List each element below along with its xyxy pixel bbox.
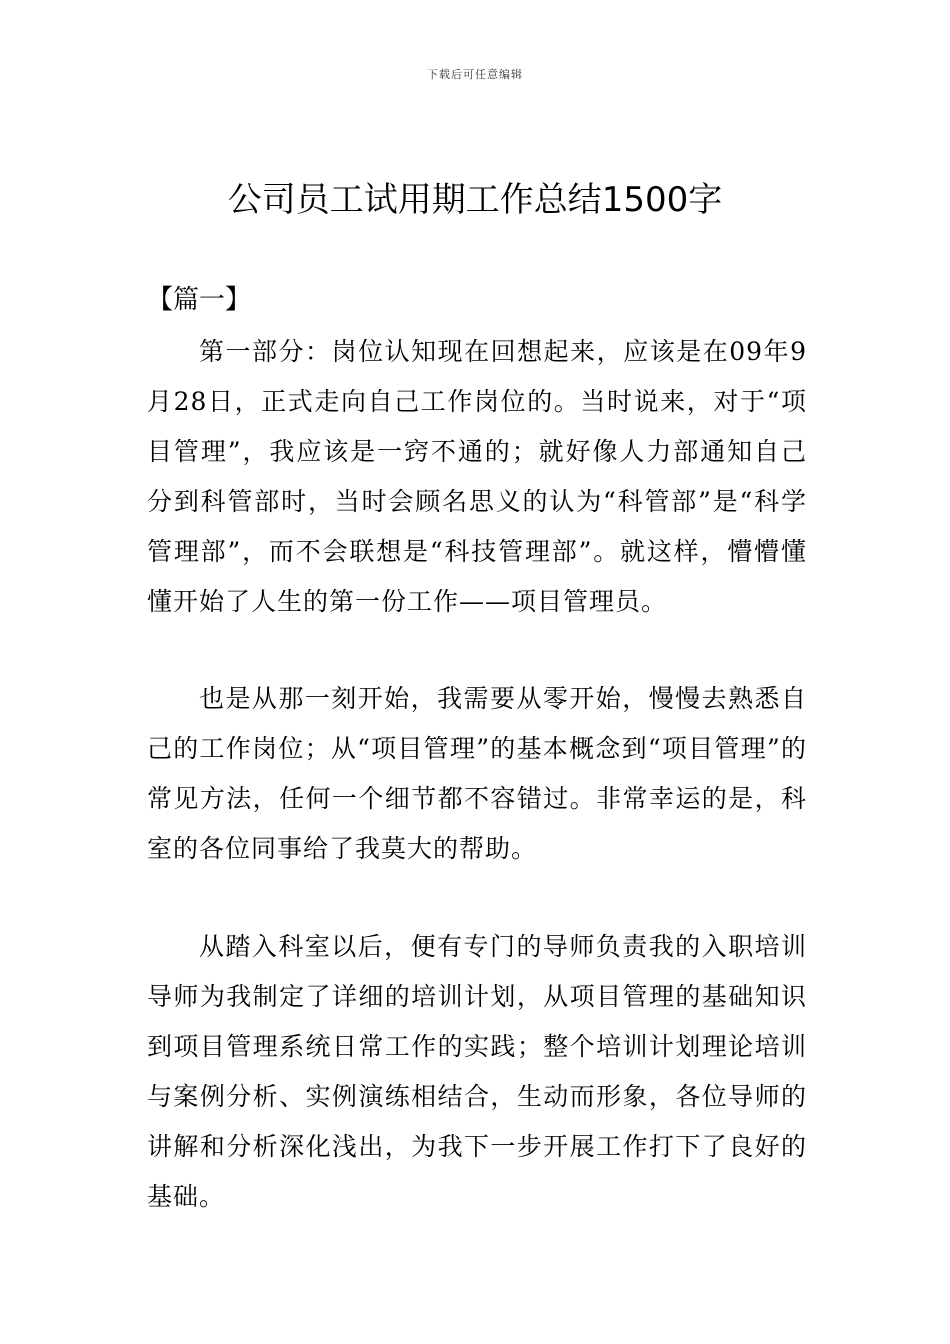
document-title: 公司员工试用期工作总结1500字 bbox=[227, 180, 723, 220]
paragraph-2: 也是从那一刻开始，我需要从零开始，慢慢去熟悉自己的工作岗位；从“项目管理”的基本概念到“项目管理”的常见方法，任何一个细节都不容错过。非常幸运的是，科室的各位同事给了我莫大的帮助。 bbox=[147, 684, 807, 863]
paragraph-1: 第一部分：岗位认知现在回想起来，应该是在09年9月28日，正式走向自己工作岗位的。当时说来，对于“项目管理”，我应该是一窍不通的；就好像人力部通知自己分到科管部时，当时会顾名思义的认为“科管部”是“科学管理部”，而不会联想是“科技管理部”。就这样，懵懵懂懂开始了人生的第一份工作——项目管理员。 bbox=[147, 337, 807, 616]
section-label: 【篇一】 bbox=[147, 285, 252, 315]
paragraph-3: 从踏入科室以后，便有专门的导师负责我的入职培训导师为我制定了详细的培训计划，从项目管理的基础知识到项目管理系统日常工作的实践；整个培训计划理论培训与案例分析、实例演练相结合，生动而形象，各位导师的讲解和分析深化浅出，为我下一步开展工作打下了良好的基础。 bbox=[147, 932, 807, 1211]
page-header-note: 下载后可任意编辑 bbox=[427, 68, 523, 81]
